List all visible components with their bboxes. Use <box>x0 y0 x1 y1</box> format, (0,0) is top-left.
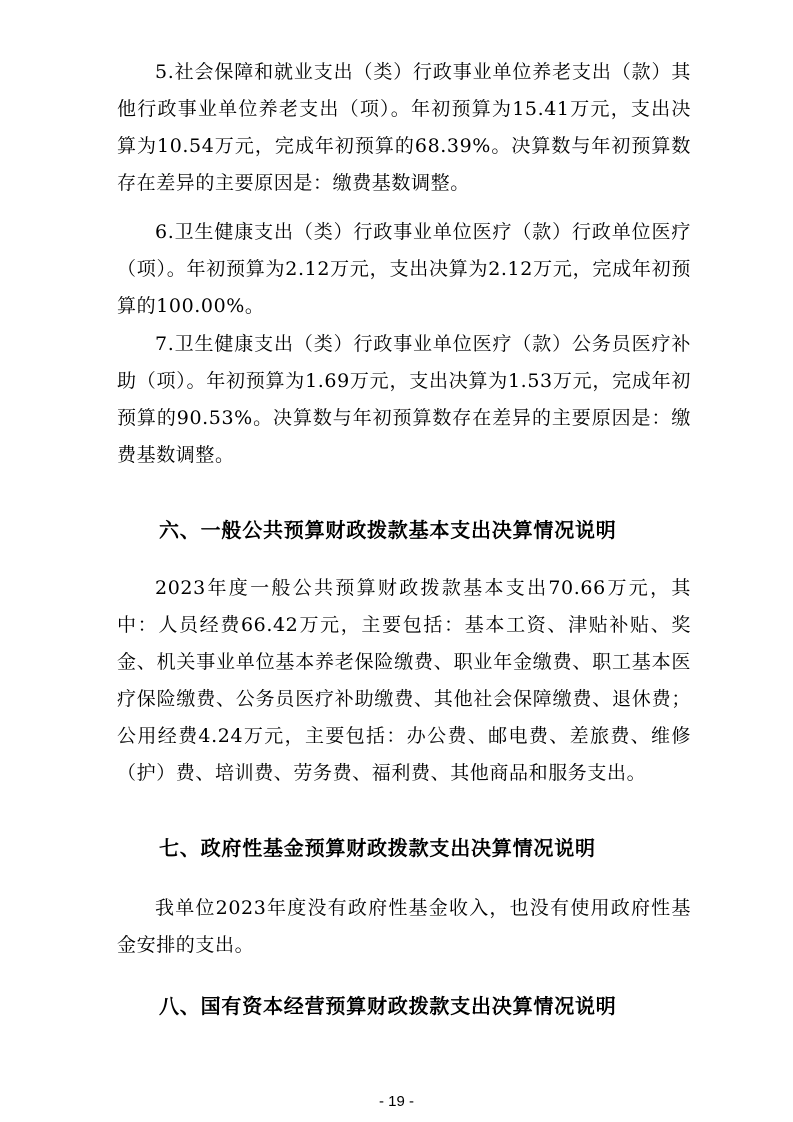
paragraph-section-7: 我单位2023年度没有政府性基金收入，也没有使用政府性基金安排的支出。 <box>117 897 691 956</box>
paragraph-item-6: 6.卫生健康支出（类）行政事业单位医疗（款）行政单位医疗（项）。年初预算为2.12万元，支出决算为2.12万元，完成年初预算的100.00%。 <box>117 221 691 317</box>
paragraph-item-5: 5.社会保障和就业支出（类）行政事业单位养老支出（款）其他行政事业单位养老支出（项）。年初预算为15.41万元，支出决算为10.54万元，完成年初预算的68.39%。决算数与年初预算数存在差异的主要原因是：缴费基数调整。 <box>117 61 691 194</box>
section-heading-8: 八、国有资本经营预算财政拨款支出决算情况说明 <box>159 994 617 1018</box>
section-heading-7: 七、政府性基金预算财政拨款支出决算情况说明 <box>159 836 596 860</box>
section-heading-6: 六、一般公共预算财政拨款基本支出决算情况说明 <box>159 518 617 542</box>
paragraph-section-6: 2023年度一般公共预算财政拨款基本支出70.66万元，其中：人员经费66.42万元，主要包括：基本工资、津贴补贴、奖金、机关事业单位基本养老保险缴费、职业年金缴费、职工基本医疗保险缴费、公务员医疗补助缴费、其他社会保障缴费、退休费；公用经费4.24万元，主要包括：办公费、邮电费、差旅费、维修（护）费、培训费、劳务费、福利费、其他商品和服务支出。 <box>117 577 691 784</box>
paragraph-item-7: 7.卫生健康支出（类）行政事业单位医疗（款）公务员医疗补助（项）。年初预算为1.69万元，支出决算为1.53万元，完成年初预算的90.53%。决算数与年初预算数存在差异的主要原因是：缴费基数调整。 <box>117 333 691 466</box>
page-number: - 19 - <box>378 1093 414 1110</box>
